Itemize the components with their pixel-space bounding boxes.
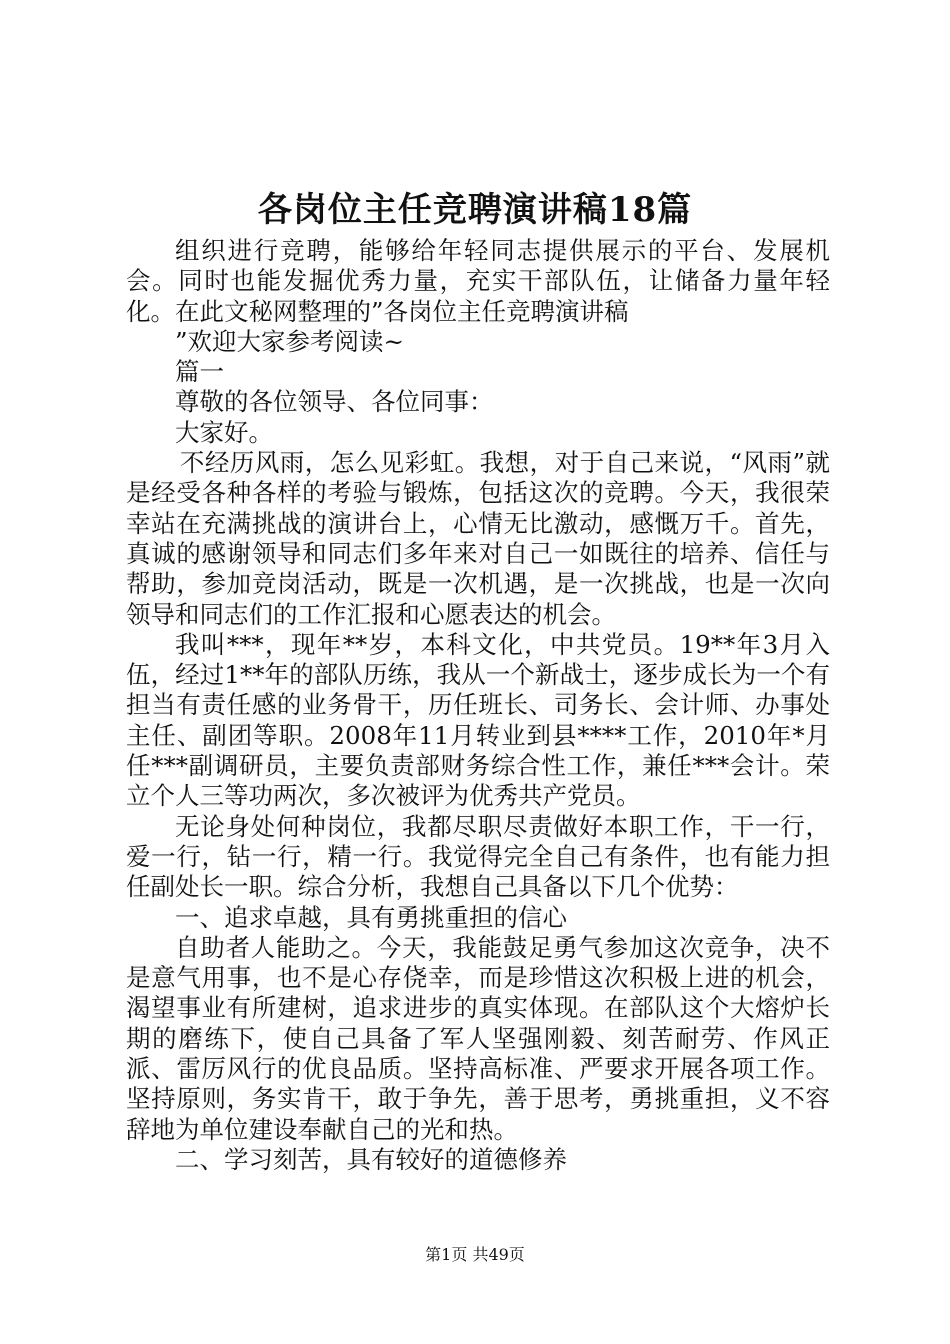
paragraph-self-introduction: 我叫***，现年**岁，本科文化，中共党员。19**年3月入伍，经过1**年的部队历练，我从一个新战士，逐步成长为一个有担当有责任感的业务骨干，历任班长、司务长、会计师、办事处主任、副团等职。2008年11月转业到县****工作，2010年*月任***副调研员，主要负责部财务综合性工作，兼任***会计。荣立个人三等功两次，多次被评为优秀共产党员。 <box>126 629 830 811</box>
paragraph-intro: 组织进行竞聘，能够给年轻同志提供展示的平台、发展机会。同时也能发掘优秀力量，充实干部队伍，让储备力量年轻化。在此文秘网整理的”各岗位主任竞聘演讲稿 <box>126 236 830 326</box>
paragraph-opening: 不经历风雨，怎么见彩虹。我想，对于自己来说，“风雨”就是经受各种各样的考验与锻炼，包括这次的竞聘。今天，我很荣幸站在充满挑战的演讲台上，心情无比激动，感慨万千。首先，真诚的感谢领导和同志们多年来对自己一如既往的培养、信任与帮助，参加竞岗活动，既是一次机遇，是一次挑战，也是一次向领导和同志们的工作汇报和心愿表达的机会。 <box>126 448 830 629</box>
page-number: 第1页 共49页 <box>425 1245 525 1264</box>
document-title: 各岗位主任竞聘演讲稿18篇 <box>257 190 693 230</box>
document-body <box>126 236 830 1175</box>
heading-advantage-one: 一、追求卓越，具有勇挑重担的信心 <box>175 902 567 932</box>
heading-advantage-two: 二、学习刻苦，具有较好的道德修养 <box>175 1144 567 1174</box>
greeting-everyone: 大家好。 <box>175 417 273 447</box>
paragraph-duty: 无论身处何种岗位，我都尽职尽责做好本职工作，干一行，爱一行，钻一行，精一行。我觉得完全自己有条件，也有能力担任副处长一职。综合分析，我想自己具备以下几个优势： <box>126 811 830 902</box>
paragraph-welcome: ”欢迎大家参考阅读~ <box>175 326 405 356</box>
greeting-leaders: 尊敬的各位领导、各位同事： <box>175 387 494 417</box>
section-label: 篇一 <box>175 357 224 387</box>
paragraph-advantage-one: 自助者人能助之。今天，我能鼓足勇气参加这次竞争，决不是意气用事，也不是心存侥幸，而是珍惜这次积极上进的机会，渴望事业有所建树，追求进步的真实体现。在部队这个大熔炉长期的磨练下，使自己具备了军人坚强刚毅、刻苦耐劳、作风正派、雷厉风行的优良品质。坚持高标准、严要求开展各项工作。坚持原则，务实肯干，敢于争先，善于思考，勇挑重担，义不容辞地为单位建设奉献自己的光和热。 <box>126 932 830 1144</box>
